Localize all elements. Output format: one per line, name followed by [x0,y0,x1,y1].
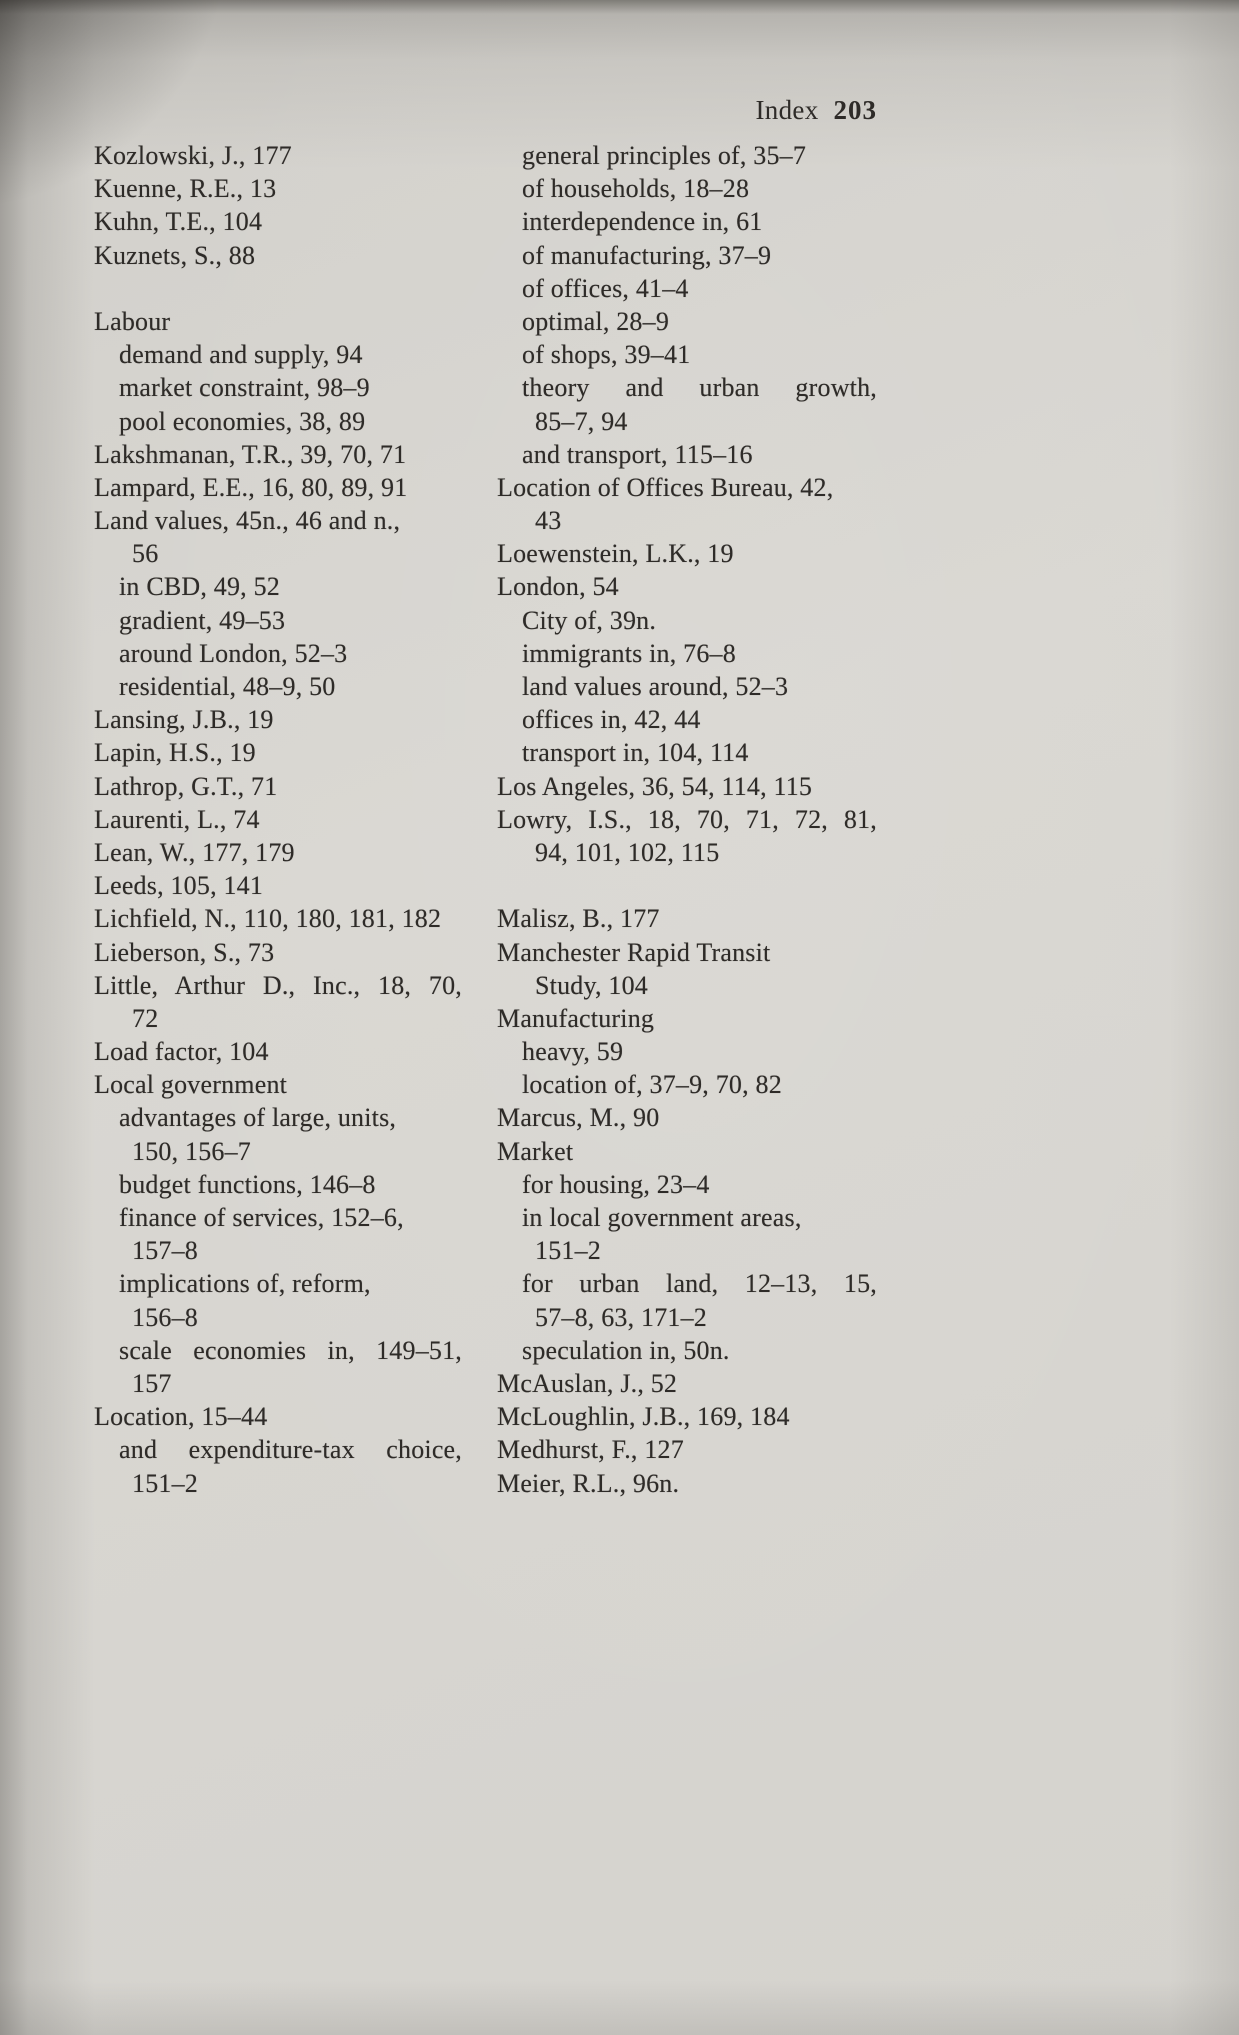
index-entry-line: Kuhn, T.E., 104 [94,207,263,237]
index-entry-line: City of, 39n. [522,605,657,635]
index-entry-line: and expenditure-tax choice, [119,1435,462,1465]
index-entry-line: Lampard, E.E., 16, 80, 89, 91 [94,472,408,502]
index-entry-line: immigrants in, 76–8 [522,638,736,668]
index-entry-line: Load factor, 104 [94,1037,269,1067]
index-entry-line: London, 54 [497,572,619,602]
index-entry-line: McLoughlin, J.B., 169, 184 [497,1402,790,1432]
index-entry-line: Lichfield, N., 110, 180, 181, 182 [94,904,442,934]
index-entry-line: of households, 18–28 [522,174,750,204]
index-entry-line: heavy, 59 [522,1037,624,1067]
index-entry-line: Loewenstein, L.K., 19 [497,539,734,569]
index-entry-line: of manufacturing, 37–9 [522,240,772,270]
index-entry-line: Laurenti, L., 74 [94,804,260,834]
index-entry-line: Lakshmanan, T.R., 39, 70, 71 [94,439,407,469]
index-entry-line: Labour [94,306,171,336]
index-entry-line: residential, 48–9, 50 [119,672,336,701]
index-entry-line: 72 [132,1003,159,1033]
index-entry-line: pool economies, 38, 89 [119,406,366,436]
index-entry-line: Lathrop, G.T., 71 [94,771,278,801]
index-entry-line: for housing, 23–4 [522,1169,710,1199]
index-entry-line: Land values, 45n., 46 and n., [94,506,401,536]
index-entry-line: speculation in, 50n. [522,1335,730,1365]
index-entry-line: theory and urban growth, [522,373,877,403]
index-entry-line: Manchester Rapid Transit [497,937,771,967]
index-entry-line: transport in, 104, 114 [522,738,749,768]
index-entry-line: 94, 101, 102, 115 [535,837,720,867]
index-entry-line: Lapin, H.S., 19 [94,738,256,768]
index-entry-line: Manufacturing [497,1003,655,1033]
index-entry-line: general principles of, 35–7 [522,141,807,170]
index-entry-line: advantages of large, units, [119,1103,397,1133]
index-entry-line: gradient, 49–53 [119,605,286,635]
index-entry-line: around London, 52–3 [119,638,348,668]
page-header [497,94,877,127]
index-entry-line: finance of services, 152–6, [119,1203,404,1232]
index-entry-line: Marcus, M., 90 [497,1103,660,1133]
index-entry-line: Malisz, B., 177 [497,904,660,934]
index-entry-line: 157–8 [132,1236,198,1266]
index-entry-line: 57–8, 63, 171–2 [535,1302,707,1332]
index-entry-line: and transport, 115–16 [522,439,753,469]
index-entry-line: Market [497,1136,574,1166]
index-entry-line: implications of, reform, [119,1269,371,1299]
index-entry-line: Medhurst, F., 127 [497,1435,684,1465]
index-entry-line: interdependence in, 61 [522,207,763,237]
index-entry-line: scale economies in, 149–51, [119,1335,462,1365]
index-entry-line: Location of Offices Bureau, 42, [497,472,834,502]
page-number: 203 [833,95,877,125]
index-entry-line: 151–2 [132,1468,198,1498]
index-entry-line: Little, Arthur D., Inc., 18, 70, [94,970,462,1000]
index-entry-line: Meier, R.L., 96n. [497,1468,680,1498]
index-entry-line: in CBD, 49, 52 [119,572,280,602]
index-entry-line: market constraint, 98–9 [119,373,370,403]
index-entry-line: offices in, 42, 44 [522,705,701,735]
index-entry-line: Location, 15–44 [94,1402,268,1432]
index-entry-line: 151–2 [535,1236,601,1266]
index-entry-line: 157 [132,1368,172,1398]
index-entry-line: Lowry, I.S., 18, 70, 71, 72, 81, [497,804,877,834]
index-entry-line: Kozlowski, J., 177 [94,141,292,170]
index-entry-line: Lieberson, S., 73 [94,937,275,967]
index-entry-line: Kuznets, S., 88 [94,240,256,270]
index-entry-line: of offices, 41–4 [522,273,689,303]
index-entry-line: 56 [132,539,159,569]
index-entry-line: optimal, 28–9 [522,306,670,336]
blank-line [497,869,877,902]
index-entry-line: Kuenne, R.E., 13 [94,174,277,204]
index-entry-line: in local government areas, [522,1203,802,1232]
index-entry-line: Leeds, 105, 141 [94,871,264,901]
index-entry-line: land values around, 52–3 [522,672,789,701]
index-entry-line: location of, 37–9, 70, 82 [522,1070,782,1100]
index-title: Index [755,95,819,125]
index-entry-line: demand and supply, 94 [119,340,363,370]
index-entry-line: Los Angeles, 36, 54, 114, 115 [497,771,813,801]
index-entry-line: McAuslan, J., 52 [497,1368,678,1398]
index-entry-line: 43 [535,506,562,536]
index-entry-line: 150, 156–7 [132,1136,251,1166]
index-entry-line: budget functions, 146–8 [119,1169,376,1199]
index-entry-line: Lean, W., 177, 179 [94,837,295,867]
index-column-right [497,139,877,1500]
index-entry-line: Lansing, J.B., 19 [94,705,274,735]
index-entry-line: of shops, 39–41 [522,340,691,370]
index-entry-line: 85–7, 94 [535,406,628,436]
index-entry-line: 156–8 [132,1302,198,1332]
index-entry-line: Local government [94,1070,288,1100]
index-entry-line: for urban land, 12–13, 15, [522,1269,877,1299]
index-entry-line: Study, 104 [535,970,648,1000]
index-column-left [94,139,462,1500]
blank-line [94,272,462,305]
